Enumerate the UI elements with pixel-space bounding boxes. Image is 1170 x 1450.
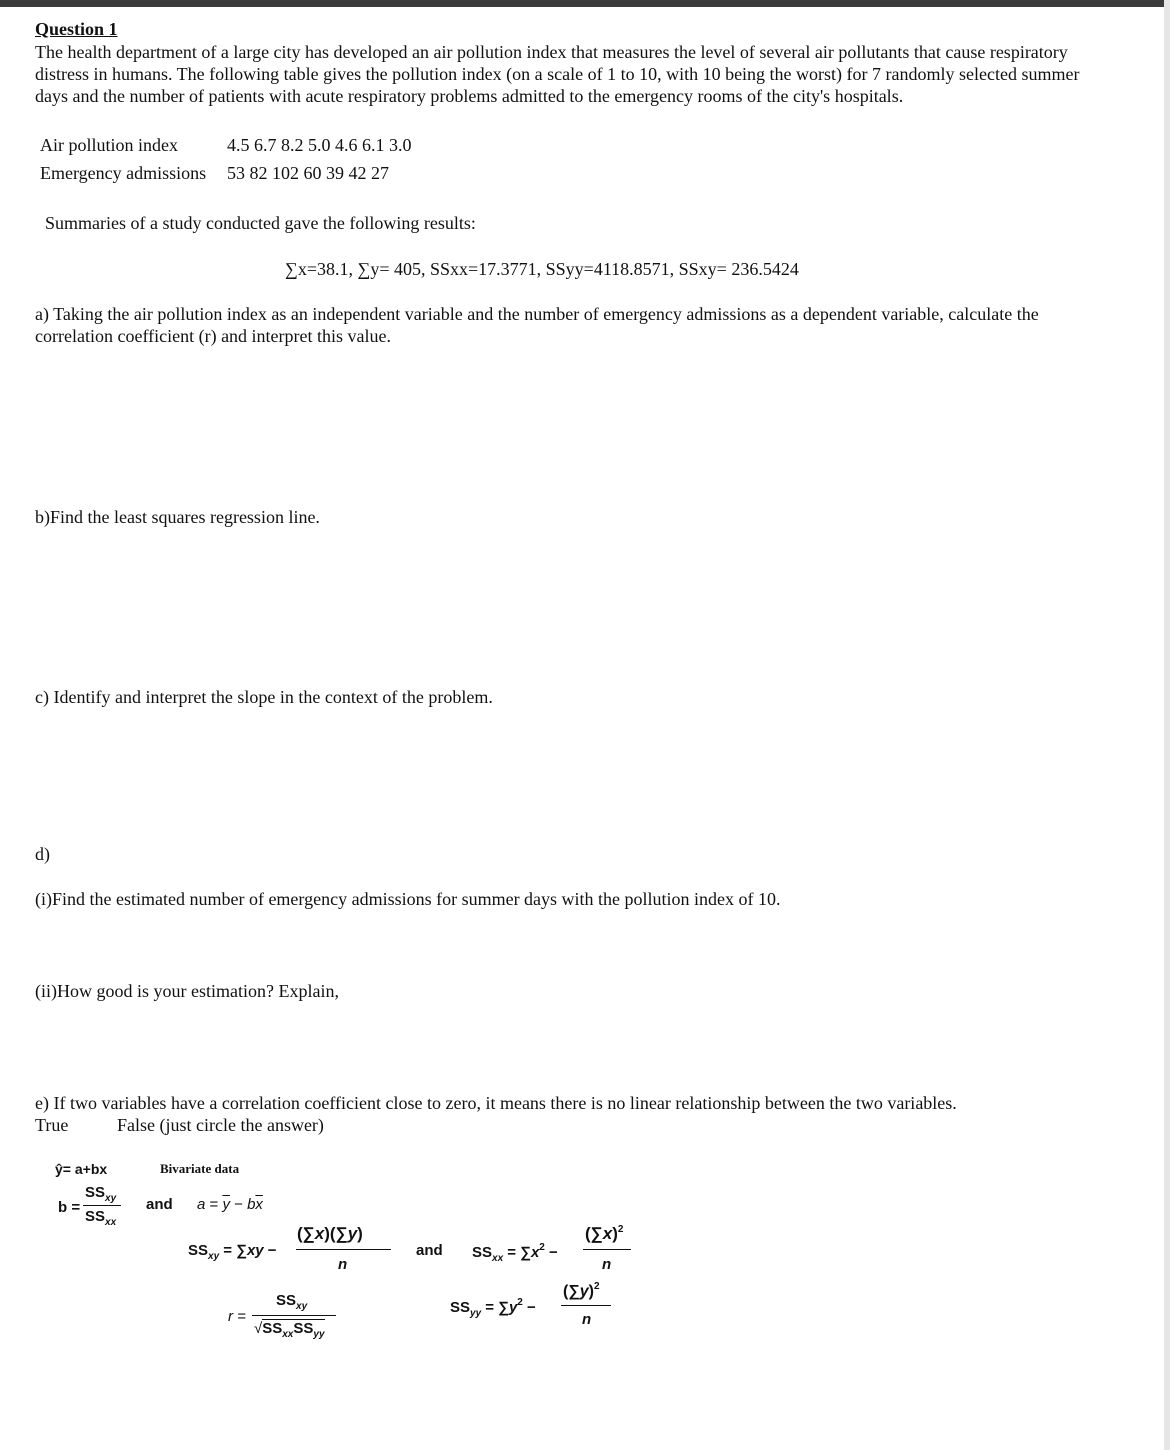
ssyy-formula-lhs: $SS_{yy} = \sum y^2$ − <box>450 1297 536 1319</box>
right-edge-shadow <box>1164 0 1170 1450</box>
option-true[interactable]: True <box>35 1115 69 1135</box>
ssxx-fraction-bar <box>583 1249 631 1250</box>
r-fraction-bar <box>252 1315 336 1316</box>
top-border <box>0 0 1170 7</box>
r-numerator: $SS_{xy}$ <box>276 1292 308 1312</box>
option-false[interactable]: False (just circle the answer) <box>117 1115 324 1135</box>
summary-intro: Summaries of a study conducted gave the following results: <box>45 213 476 233</box>
ssxy-fraction-bar <box>296 1249 391 1250</box>
ssxx-numerator: $(\sum x)^2$ <box>585 1224 624 1243</box>
and-label-1: and <box>146 1196 173 1213</box>
and-label-2: and <box>416 1242 443 1259</box>
regression-equation: ŷ= a+bx <box>55 1161 108 1177</box>
question-title: Question 1 <box>35 19 118 39</box>
ssyy-fraction-bar <box>561 1305 611 1306</box>
summary-values: ∑x=38.1, ∑y= 405, SSxx=17.3771, SSyy=4118.8571, SSxy= 236.5424 <box>285 259 799 279</box>
ssxx-denominator: n <box>602 1256 612 1273</box>
bivariate-label: Bivariate data <box>160 1161 240 1176</box>
a-formula: $a = \overline{y} - b\overline{x}$ <box>197 1196 263 1213</box>
ssxx-formula-lhs: $SS_{xx} = \sum x^2$ − <box>472 1242 558 1264</box>
part-b: b)Find the least squares regression line. <box>35 507 320 527</box>
part-d: d) <box>35 844 50 864</box>
table-row1-label: Air pollution index <box>40 135 178 155</box>
part-c: c) Identify and interpret the slope in the context of the problem. <box>35 687 493 707</box>
ssxy-denominator: n <box>338 1256 348 1273</box>
table-row1-values: 4.5 6.7 8.2 5.0 4.6 6.1 3.0 <box>227 135 412 155</box>
table-row2-values: 53 82 102 60 39 42 27 <box>227 163 389 183</box>
table-row2-label: Emergency admissions <box>40 163 207 183</box>
ssxy-numerator: (∑x)(∑y) <box>297 1224 363 1243</box>
ssyy-numerator: $(\sum y)^2$ <box>563 1281 600 1300</box>
r-denominator: $√SS_{xx}SS_{yy}$ <box>254 1320 325 1340</box>
part-e: e) If two variables have a correlation coefficient close to zero, it means there is no linear relationship between the two variables. <box>35 1093 957 1113</box>
part-a: a) Taking the air pollution index as an independent variable and the number of emergency admissions as a dependent variable, calculate the correlation coefficient (r) and interpret this value. <box>35 304 1039 346</box>
b-formula-numerator: $SS_{xy}$ <box>85 1184 117 1204</box>
r-formula-lhs: r = <box>228 1308 246 1325</box>
b-fraction-bar <box>83 1205 121 1206</box>
b-formula-lhs: b = <box>58 1199 81 1216</box>
part-d-i: (i)Find the estimated number of emergency admissions for summer days with the pollution index of 10. <box>35 889 781 909</box>
part-d-ii: (ii)How good is your estimation? Explain, <box>35 981 339 1001</box>
b-formula-denominator: $SS_{xx}$ <box>85 1208 117 1228</box>
ssxy-formula-lhs: $SS_{xy} = \sum xy$ − <box>188 1242 277 1262</box>
question-intro: The health department of a large city has developed an air pollution index that measures the level of several air pollutants that cause respiratory distress in humans. The following table gives the pollution index (on a scale of 1 to 10, with 10 being the worst) for 7 randomly selected summer days and the number of patients with acute respiratory problems admitted to the emergency rooms of the city's hospitals. <box>35 42 1080 106</box>
ssyy-denominator: n <box>582 1311 592 1328</box>
